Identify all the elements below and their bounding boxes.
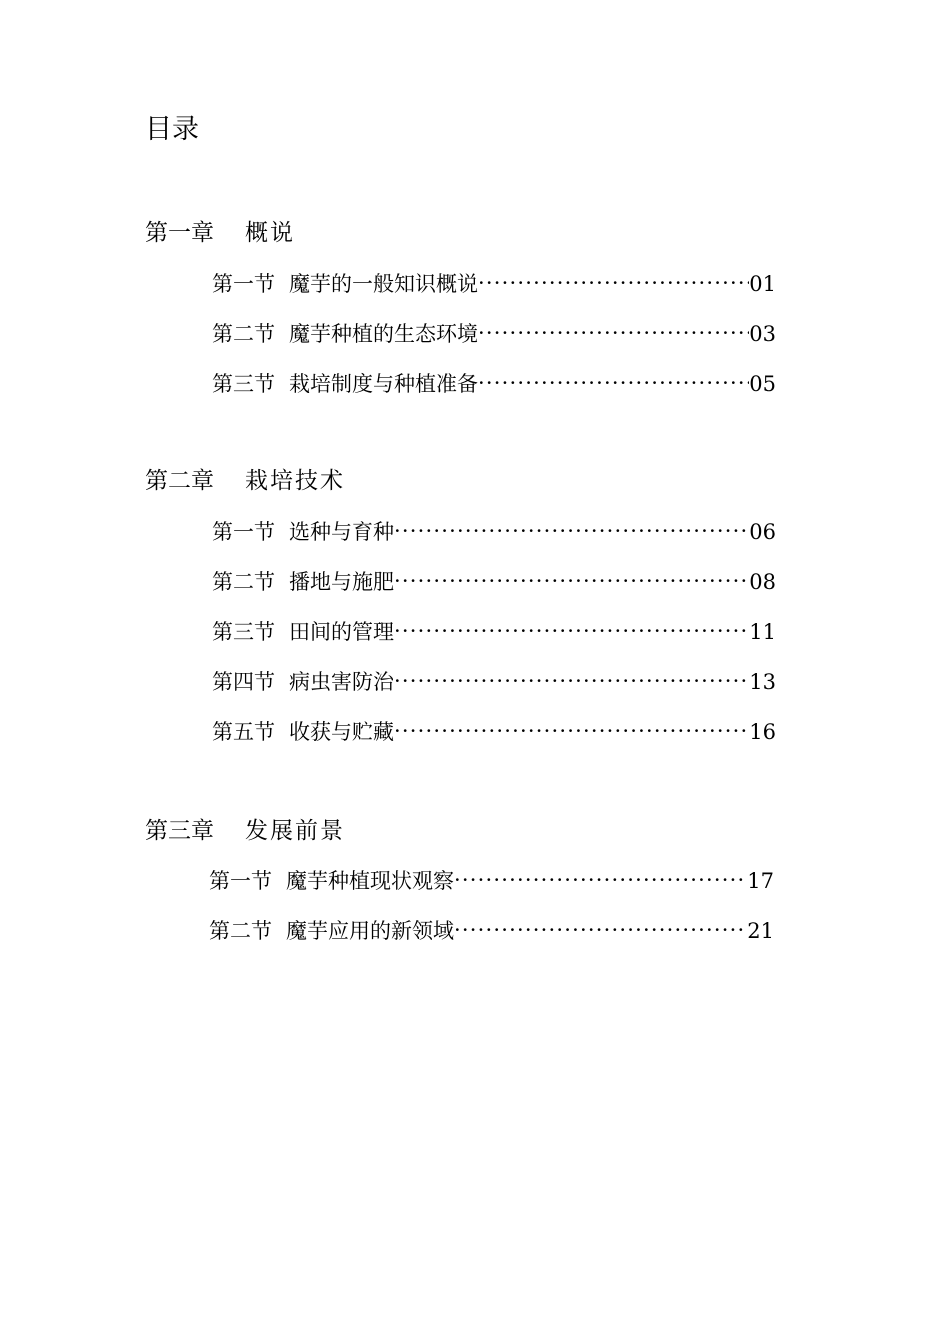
section-number: 第二节: [209, 919, 272, 943]
page-number: 08: [749, 570, 776, 594]
toc-entry[interactable]: [212, 718, 776, 746]
section-number: 第一节: [212, 520, 275, 544]
dot-leader: [394, 717, 749, 745]
chapter-heading: [145, 816, 345, 846]
section-title: 收获与贮藏: [289, 720, 394, 744]
toc-entry[interactable]: [209, 917, 774, 945]
toc-entry[interactable]: [212, 618, 776, 646]
page-number: 13: [749, 670, 776, 694]
dot-leader: [394, 667, 749, 695]
page-number: 11: [749, 620, 776, 644]
section-title: 魔芋种植的生态环境: [289, 322, 478, 346]
section-title: 播地与施肥: [289, 570, 394, 594]
section-title: 魔芋的一般知识概说: [289, 272, 478, 296]
page-number: 17: [747, 869, 774, 893]
section-number: 第二节: [212, 322, 275, 346]
chapter-name: 栽培技术: [245, 468, 345, 494]
page-number: 16: [749, 720, 776, 744]
page-number: 06: [749, 520, 776, 544]
chapter-number: 第三章: [145, 818, 214, 844]
chapter-name: 概说: [245, 220, 295, 246]
chapter-number: 第二章: [145, 468, 214, 494]
section-title: 魔芋种植现状观察: [286, 869, 454, 893]
toc-entry[interactable]: [212, 320, 776, 348]
toc-entry[interactable]: [212, 668, 776, 696]
section-number: 第五节: [212, 720, 275, 744]
section-number: 第二节: [212, 570, 275, 594]
section-number: 第一节: [209, 869, 272, 893]
toc-entry[interactable]: [209, 867, 774, 895]
section-title: 选种与育种: [289, 520, 394, 544]
chapter-name: 发展前景: [245, 818, 345, 844]
section-title: 栽培制度与种植准备: [289, 372, 478, 396]
dot-leader: [478, 269, 749, 297]
chapter-heading: [145, 466, 345, 496]
page-number: 21: [747, 919, 774, 943]
section-number: 第三节: [212, 620, 275, 644]
toc-entry[interactable]: [212, 568, 776, 596]
dot-leader: [394, 517, 749, 545]
section-number: 第四节: [212, 670, 275, 694]
section-number: 第三节: [212, 372, 275, 396]
section-title: 病虫害防治: [289, 670, 394, 694]
dot-leader: [478, 369, 749, 397]
page-number: 05: [749, 372, 776, 396]
toc-title: 目录: [145, 114, 199, 145]
dot-leader: [478, 319, 749, 347]
page-number: 01: [749, 272, 776, 296]
chapter-heading: [145, 218, 295, 248]
dot-leader: [454, 916, 747, 944]
section-number: 第一节: [212, 272, 275, 296]
page-number: 03: [749, 322, 776, 346]
toc-entry[interactable]: [212, 270, 776, 298]
toc-entry[interactable]: [212, 370, 776, 398]
dot-leader: [394, 617, 749, 645]
section-title: 田间的管理: [289, 620, 394, 644]
chapter-number: 第一章: [145, 220, 214, 246]
section-title: 魔芋应用的新领域: [286, 919, 454, 943]
toc-entry[interactable]: [212, 518, 776, 546]
dot-leader: [454, 866, 747, 894]
dot-leader: [394, 567, 749, 595]
